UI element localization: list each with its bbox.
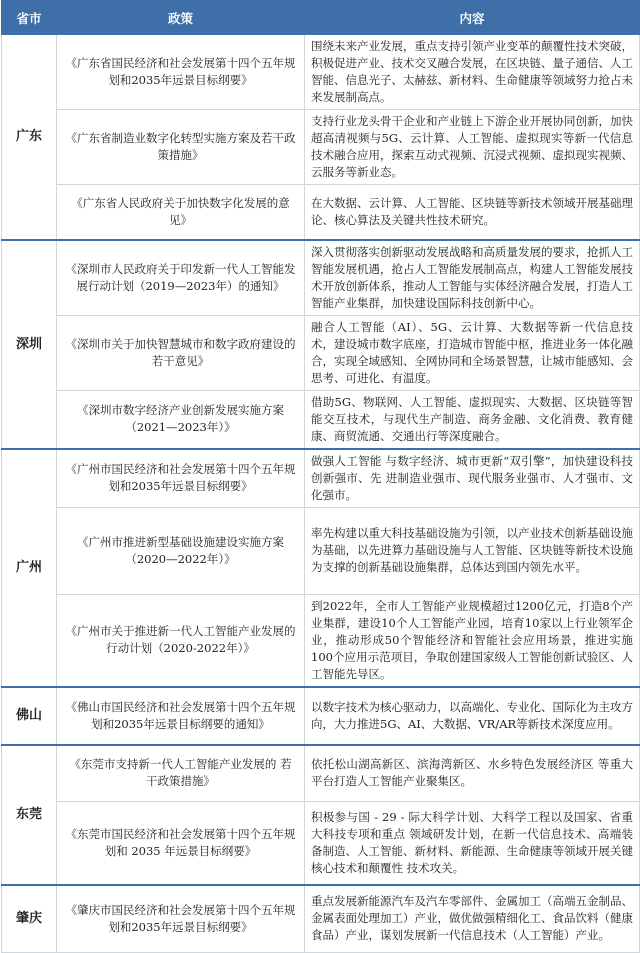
policy-cell: 《东莞市国民经济和社会发展第十四个五年规划和 2035 年远景目标纲要》 bbox=[57, 802, 305, 885]
header-row bbox=[2, 1, 640, 35]
content-cell: 重点发展新能源汽车及汽车零部件、金属加工（高端五金制品、金属表面处理加工）产业，做优做强精细化工、食品饮料（健康食品）产业，谋划发展新一代信息技术（人工智能）产业。 bbox=[305, 885, 640, 953]
content-cell: 到2022年，全市人工智能产业规模超过1200亿元，打造8个产业集群，建设10个人工智能产业园，培育10家以上行业领军企业，推动形成50个智能经济和智能社会应用场景，推进实施100个应用示范项目，争取创建国家级人工智能创新试验区、人工智能先导区。 bbox=[305, 594, 640, 687]
policy-cell: 《东莞市支持新一代人工智能产业发展的 若干政策措施》 bbox=[57, 745, 305, 802]
table-row bbox=[2, 885, 640, 953]
table-row bbox=[2, 687, 640, 745]
content-cell: 围绕未来产业发展，重点支持引领产业变革的颠覆性技术突破，积极促进产业、技术交叉融合发展，在区块链、量子通信、人工智能、信息光子、太赫兹、新材料、生命健康等领域努力抢占未来发展制高点。 bbox=[305, 35, 640, 110]
table-row bbox=[2, 802, 640, 885]
policy-cell: 《广州市推进新型基础设施建设实施方案（2020—2022年）》 bbox=[57, 507, 305, 594]
table-row bbox=[2, 315, 640, 390]
header-policy: 政策 bbox=[57, 1, 305, 35]
policy-cell: 《深圳市关于加快智慧城市和数字政府建设的若干意见》 bbox=[57, 315, 305, 390]
table-row bbox=[2, 745, 640, 802]
policy-cell: 《佛山市国民经济和社会发展第十四个五年规划和2035年远景目标纲要的通知》 bbox=[57, 687, 305, 745]
city-cell-guangdong: 广东 bbox=[2, 35, 57, 240]
table-row bbox=[2, 110, 640, 185]
content-cell: 积极参与国 - 29 - 际大科学计划、大科学工程以及国家、省重大科技专项和重点 领域研发计划，在新一代信息技术、高端装备制造、人工智能、新材料、新能源、生命健康等领域开展关键核心技术和颠覆性 技术攻关。 bbox=[305, 802, 640, 885]
content-cell: 做强人工智能 与数字经济、城市更新“双引擎”，加快建设科技创新强市、先 进制造业强市、现代服务业强市、人才强市、文化强市。 bbox=[305, 449, 640, 508]
content-cell: 在大数据、云计算、人工智能、区块链等新技术领域开展基础理论、核心算法及关键共性技术研究。 bbox=[305, 185, 640, 240]
table-row bbox=[2, 449, 640, 508]
table-row bbox=[2, 507, 640, 594]
city-cell-guangzhou: 广州 bbox=[2, 449, 57, 687]
policy-cell: 《广东省国民经济和社会发展第十四个五年规划和2035年远景目标纲要》 bbox=[57, 35, 305, 110]
content-cell: 借助5G、物联网、人工智能、虚拟现实、大数据、区块链等智能交互技术，与现代生产制造、商务金融、文化消费、教育健康、商贸流通、交通出行等深度融合。 bbox=[305, 390, 640, 449]
table-row bbox=[2, 594, 640, 687]
policy-table bbox=[1, 0, 640, 953]
content-cell: 支持行业龙头骨干企业和产业链上下游企业开展协同创新，加快超高清视频与5G、云计算、人工智能、虚拟现实等新一代信息技术融合应用，探索互动式视频、沉浸式视频、虚拟现实视频、云服务等新业态。 bbox=[305, 110, 640, 185]
city-cell-foshan: 佛山 bbox=[2, 687, 57, 745]
city-cell-dongguan: 东莞 bbox=[2, 745, 57, 885]
header-city: 省市 bbox=[2, 1, 57, 35]
table-row bbox=[2, 185, 640, 240]
content-cell: 以数字技术为核心驱动力，以高端化、专业化、国际化为主攻方向，大力推进5G、AI、大数据、VR/AR等新技术深度应用。 bbox=[305, 687, 640, 745]
policy-cell: 《深圳市人民政府关于印发新一代人工智能发展行动计划（2019—2023年）的通知》 bbox=[57, 240, 305, 316]
policy-cell: 《广东省制造业数字化转型实施方案及若干政策措施》 bbox=[57, 110, 305, 185]
table-row bbox=[2, 240, 640, 316]
policy-cell: 《广东省人民政府关于加快数字化发展的意见》 bbox=[57, 185, 305, 240]
city-cell-shenzhen: 深圳 bbox=[2, 240, 57, 449]
policy-cell: 《广州市关于推进新一代人工智能产业发展的行动计划（2020-2022年）》 bbox=[57, 594, 305, 687]
content-cell: 率先构建以重大科技基础设施为引领，以产业技术创新基础设施为基础，以先进算力基础设施与人工智能、区块链等新技术设施为支撑的创新基础设施集群，总体达到国内领先水平。 bbox=[305, 507, 640, 594]
header-content: 内容 bbox=[305, 1, 640, 35]
content-cell: 依托松山湖高新区、滨海湾新区、水乡特色发展经济区 等重大平台打造人工智能产业聚集区。 bbox=[305, 745, 640, 802]
city-cell-zhaoqing: 肇庆 bbox=[2, 885, 57, 953]
content-cell: 融合人工智能（AI）、5G、云计算、大数据等新一代信息技术，建设城市数字底座，打造城市智能中枢，推进业务一体化融合，实现全域感知、全网协同和全场景智慧，让城市能感知、会思考、可进化、有温度。 bbox=[305, 315, 640, 390]
policy-cell: 《肇庆市国民经济和社会发展第十四个五年规划和2035年远景目标纲要》 bbox=[57, 885, 305, 953]
table-row bbox=[2, 35, 640, 110]
table-row bbox=[2, 390, 640, 449]
policy-cell: 《广州市国民经济和社会发展第十四个五年规划和2035年远景目标纲要》 bbox=[57, 449, 305, 508]
policy-cell: 《深圳市数字经济产业创新发展实施方案（2021—2023年）》 bbox=[57, 390, 305, 449]
content-cell: 深入贯彻落实创新驱动发展战略和高质量发展的要求，抢抓人工智能发展机遇，抢占人工智能发展制高点，构建人工智能发展技术开放创新体系，推动人工智能与实体经济融合发展，打造人工智能产业集群，加快建设国际科技创新中心。 bbox=[305, 240, 640, 316]
